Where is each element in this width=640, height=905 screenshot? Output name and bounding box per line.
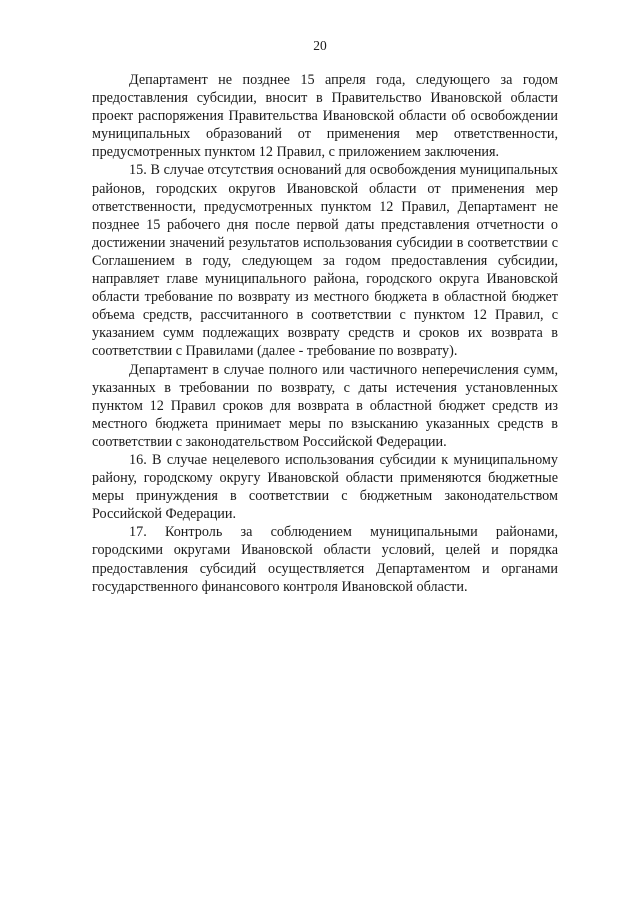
paragraph-department-deadline: Департамент не позднее 15 апреля года, следующего за годом предоставления субсидии, вносит в Правительство Ивановской области проект распоряжения Правительства Ивановской области об освобождении муниципальных образований от применения мер ответственности, предусмотренных пунктом 12 Правил, с приложением заключения.	[92, 72, 558, 161]
paragraph-recovery-measures: Департамент в случае полного или частичного неперечисления сумм, указанных в требовании по возврату, с даты истечения установленных пунктом 12 Правил сроков для возврата в областной бюджет средств из местного бюджета принимает меры по взысканию указанных средств в соответствии с законодательством Российской Федерации.	[92, 361, 558, 450]
page-number: 20	[313, 38, 327, 53]
paragraph-17-control: 17. Контроль за соблюдением муниципальными районами, городскими округами Ивановской области условий, целей и порядка предоставления субсидий осуществляется Департаментом и органами государственного финансового контроля Ивановской области.	[92, 524, 558, 595]
paragraph-15-refund-demand: 15. В случае отсутствия оснований для освобождения муниципальных районов, городских округов Ивановской области от применения мер ответственности, предусмотренных пунктом 12 Правил, Департамент не позднее 15 рабочего дня после первой даты представления отчетности о достижении значений результатов использования субсидии в соответствии с Соглашением в году, следующем за годом предоставления субсидии, направляет главе муниципального района, городского округа Ивановской области требование по возврату из местного бюджета в областной бюджет объема средств, рассчитанного в соответствии с пунктом 12 Правил, с указанием сумм подлежащих возврату средств и сроков их возврата в соответствии с Правилами (далее - требование по возврату).	[92, 162, 558, 360]
document-body	[92, 71, 558, 596]
paragraph-16-misuse: 16. В случае нецелевого использования субсидии к муниципальному району, городскому округу Ивановской области применяются бюджетные меры принуждения в соответствии с бюджетным законодательством Российской Федерации.	[92, 451, 558, 523]
